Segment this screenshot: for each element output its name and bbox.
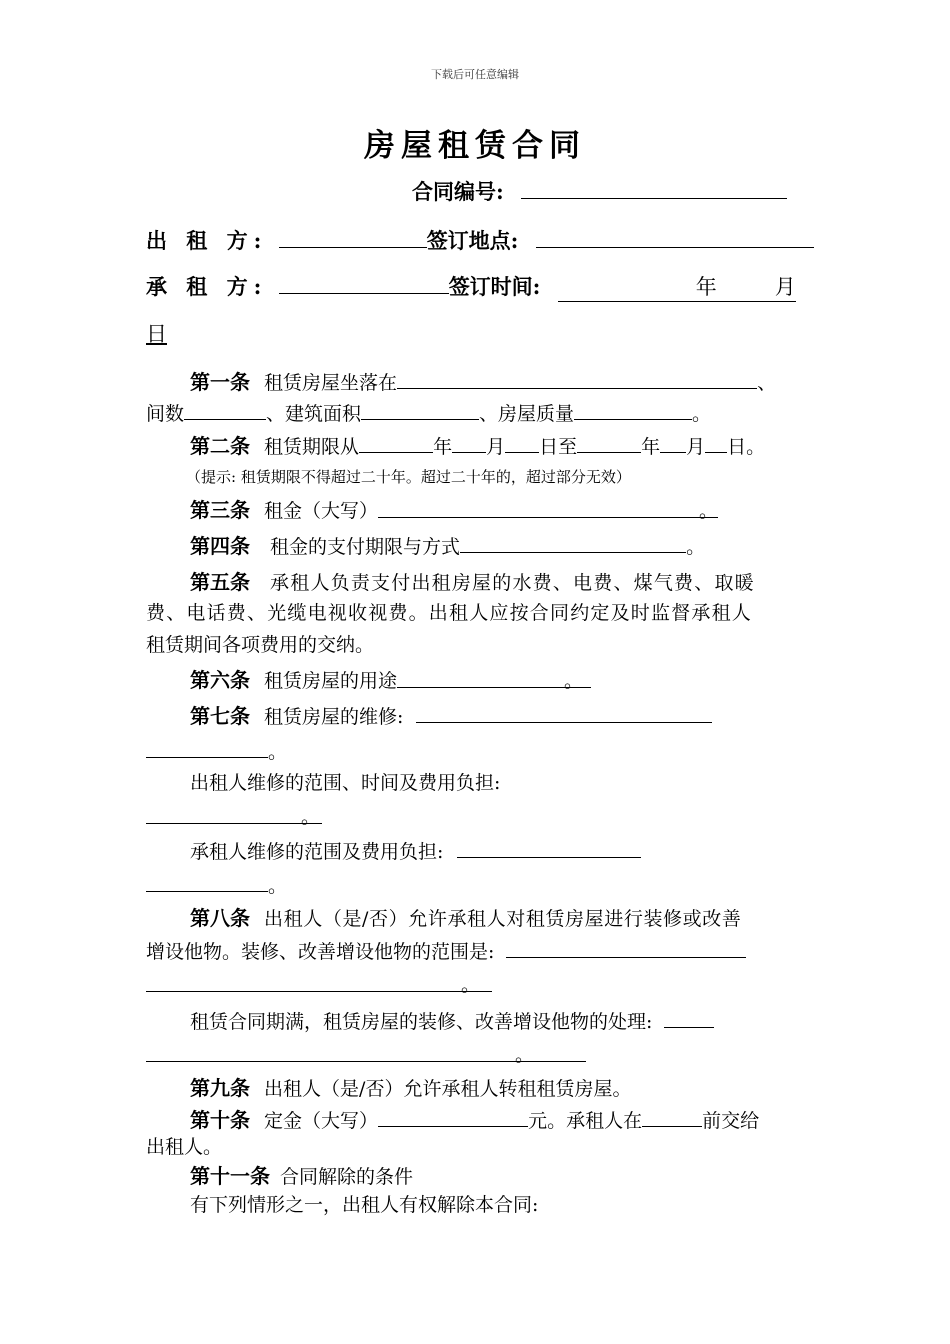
end-year: 年: [641, 436, 661, 458]
sign-time-blank: [558, 271, 796, 302]
article-10-head: 第十条: [190, 1108, 250, 1132]
article-9-head: 第九条: [190, 1076, 250, 1100]
article-1-location-blank: [397, 367, 757, 389]
sign-place-label: 签订地点:: [426, 228, 519, 254]
start-day-blank: [505, 431, 539, 453]
article-3: [190, 494, 718, 523]
article-1-period: 。: [692, 402, 712, 425]
lessor-repair-label: 出租人维修的范围、时间及费用负担:: [190, 772, 501, 794]
article-8-line4: [190, 1006, 714, 1034]
start-day: 日至: [539, 436, 578, 458]
sign-place-blank: [536, 224, 814, 248]
lessor-repair-row: [146, 802, 322, 828]
lessee-repair-row: [190, 836, 641, 864]
article-4-end: 。: [686, 536, 706, 558]
article-1-line2: [146, 398, 711, 426]
contract-no-blank: [521, 175, 787, 199]
article-11-head: 第十一条: [190, 1164, 270, 1188]
article-8-scope-label: 增设他物。装修、改善增设他物的范围是:: [146, 940, 495, 963]
repair-blank: [416, 701, 712, 723]
start-month-blank: [452, 431, 486, 453]
article-6-head: 第六条: [190, 668, 250, 692]
article-2-text: 租赁期限从: [264, 436, 360, 458]
article-2: [190, 430, 765, 459]
article-6-text: 租赁房屋的用途: [264, 670, 398, 692]
expiry-handling-blank-2: [146, 1040, 586, 1066]
start-year: 年: [433, 436, 453, 458]
start-month: 月: [486, 436, 506, 458]
article-2-note: （提示: 租赁期限不得超过二十年。超过二十年的，超过部分无效）: [186, 468, 631, 486]
scope-blank-2: [146, 970, 492, 996]
article-10: [190, 1104, 759, 1133]
rooms-label: 间数: [146, 402, 185, 425]
usage-blank: [397, 666, 591, 692]
article-1: [190, 366, 776, 395]
lessee-blank: [279, 270, 449, 294]
article-4-text: 租金的支付期限与方式: [270, 536, 461, 558]
sign-month: 月: [774, 275, 796, 300]
article-7-line2: [146, 736, 287, 764]
contract-no-label: 合同编号:: [412, 179, 504, 205]
article-9-text: 出租人（是/否）允许承租人转租租赁房屋。: [264, 1078, 632, 1100]
article-9: [190, 1072, 631, 1101]
end-day: 日。: [727, 436, 766, 458]
article-7-text: 租赁房屋的维修:: [264, 706, 404, 728]
end-day-blank: [705, 431, 727, 453]
article-3-end: 。: [699, 500, 719, 522]
article-10-text: 定金（大写）: [264, 1110, 379, 1132]
lessee-repair-blank: [457, 836, 641, 858]
lessee-repair-label: 承租人维修的范围及费用负担:: [190, 840, 444, 863]
article-5-line1: 承租人负责支付出租房屋的水费、电费、煤气费、取暖: [270, 572, 755, 594]
quality-blank: [574, 398, 692, 420]
article-5: [190, 566, 755, 595]
sign-day: 日: [146, 322, 167, 346]
article-11-line2: 有下列情形之一，出租人有权解除本合同:: [190, 1194, 539, 1216]
article-6-end: 。: [564, 670, 584, 692]
lessee-repair-blank-2: [146, 870, 268, 892]
article-1-end: 、: [757, 372, 777, 394]
deposit-blank: [378, 1105, 528, 1127]
article-7-end: 。: [268, 740, 288, 763]
end-month: 月: [686, 436, 706, 458]
area-label: 、建筑面积: [266, 402, 362, 425]
repair-blank-2: [146, 736, 268, 758]
article-8-line3-end: 。: [460, 974, 480, 996]
lessee-repair-line2: [146, 870, 287, 898]
lessor-label: 出 租 方:: [146, 228, 268, 254]
lessor-repair-blank: [146, 802, 322, 828]
article-11: [190, 1160, 413, 1189]
article-3-text: 租金（大写）: [264, 500, 379, 522]
article-8: [190, 902, 741, 931]
article-5-line3: 租赁期间各项费用的交纳。: [146, 634, 375, 656]
article-8-line3: [146, 970, 492, 996]
article-8-line1: 出租人（是/否）允许承租人对租赁房屋进行装修或改善: [264, 908, 742, 930]
article-4: [190, 530, 705, 559]
article-8-line2: [146, 936, 746, 964]
article-8-line5-end: 。: [514, 1044, 534, 1066]
document-title: 房屋租赁合同: [364, 128, 586, 164]
sign-year: 年: [695, 275, 717, 300]
lessee-label: 承 租 方:: [146, 274, 268, 300]
article-7: [190, 700, 712, 729]
area-blank: [361, 398, 479, 420]
article-1-text: 租赁房屋坐落在: [264, 372, 398, 394]
contract-no-row: [412, 175, 787, 206]
article-8-head: 第八条: [190, 906, 250, 930]
lessor-repair-end: 。: [300, 806, 320, 828]
end-year-blank: [577, 431, 641, 453]
quality-label: 、房屋质量: [479, 402, 575, 425]
sign-day-row: [146, 318, 167, 348]
rooms-blank: [184, 398, 266, 420]
article-2-head: 第二条: [190, 434, 250, 458]
deposit-date-blank: [642, 1105, 702, 1127]
article-8-line5: [146, 1040, 586, 1066]
article-11-text: 合同解除的条件: [280, 1166, 414, 1188]
article-3-head: 第三条: [190, 498, 250, 522]
article-6: [190, 664, 591, 693]
expiry-handling-label: 租赁合同期满，租赁房屋的装修、改善增设他物的处理:: [190, 1010, 653, 1033]
scope-blank: [506, 936, 746, 958]
article-7-head: 第七条: [190, 704, 250, 728]
article-5-line2: 费、电话费、光缆电视收视费。出租人应按合同约定及时监督承租人: [146, 602, 753, 624]
article-10-line2: 出租人。: [146, 1136, 223, 1158]
article-1-head: 第一条: [190, 370, 250, 394]
rent-blank: [378, 496, 719, 522]
expiry-handling-blank: [664, 1006, 714, 1028]
lessee-repair-end: 。: [268, 874, 288, 897]
article-5-head: 第五条: [190, 570, 250, 594]
lessee-row: [146, 270, 796, 302]
lessor-row: [146, 224, 814, 255]
sign-time-label: 签订时间:: [448, 274, 541, 300]
article-10-end: 前交给: [702, 1110, 760, 1132]
payment-blank: [460, 531, 686, 553]
lessor-blank: [279, 224, 427, 248]
start-year-blank: [359, 431, 433, 453]
article-10-mid: 元。承租人在: [528, 1110, 643, 1132]
article-4-head: 第四条: [190, 534, 250, 558]
end-month-blank: [660, 431, 686, 453]
header-note: 下载后可任意编辑: [431, 68, 519, 81]
